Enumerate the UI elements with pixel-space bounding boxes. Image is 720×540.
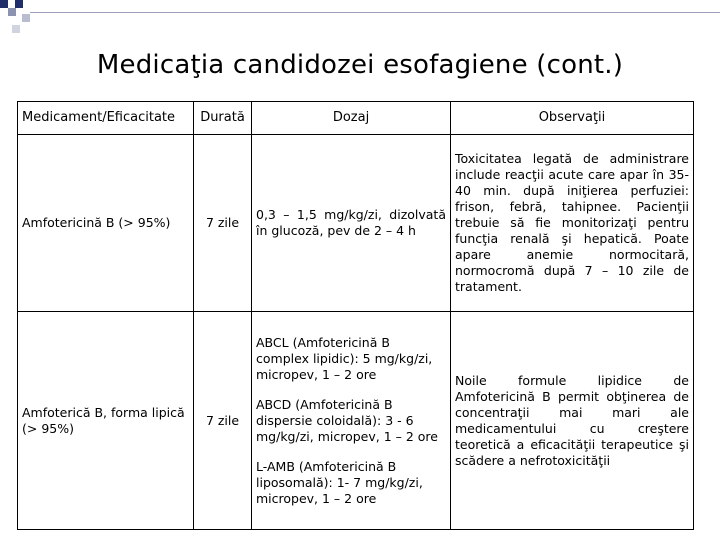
table-header-row [18,102,694,135]
dose-item-abcl: ABCL (Amfotericină B complex lipidic): 5 mg/kg/zi, micropev, 1 – 2 ore [256,334,433,382]
header-dozaj: Dozaj [252,102,451,135]
decor-square [8,8,16,16]
cell-durata: 7 zile [194,312,252,530]
table-row [18,312,694,530]
decor-square [15,0,23,8]
header-medicament: Medicament/Eficacitate [18,102,194,135]
dose-item-lamb: L-AMB (Amfotericină B liposomală): 1- 7 mg/kg/zi, micropev, 1 – 2 ore [256,458,423,506]
decor-square [22,14,30,22]
medication-table [17,101,694,530]
decor-square [12,25,20,33]
cell-medicament: Amfotericină B (> 95%) [18,135,194,312]
slide-title: Medicaţia candidozei esofagiene (cont.) [96,50,624,80]
header-durata: Durată [194,102,252,135]
dose-item-abcd: ABCD (Amfotericină B dispersie coloidală): 3 - 6 mg/kg/zi, micropev, 1 – 2 ore [256,396,438,444]
table-row [18,135,694,312]
cell-dozaj [252,312,451,530]
cell-observatii: Noile formule lipidice de Amfotericină B permit obţinerea de concentraţii mai mari ale medicamentului cu creştere teoretică a eficacităţii terapeutice şi scădere a nefrotoxicităţii [451,312,694,530]
cell-durata: 7 zile [194,135,252,312]
header-observatii: Observaţii [451,102,694,135]
header-rule [30,12,720,13]
cell-observatii: Toxicitatea legată de administrare include reacţii acute care apar în 35-40 min. după iniţierea perfuziei: frison, febră, tahipnee. Pacienţii trebuie să fie monitorizaţi pentru funcţia renală şi hepatică. Poate apare anemie normocitară, normocromă după 7 – 10 zile de tratament. [451,135,694,312]
cell-dozaj: 0,3 – 1,5 mg/kg/zi, dizolvată în glucoză, pev de 2 – 4 h [252,135,451,312]
decor-square [0,0,8,8]
cell-medicament: Amfoterică B, forma lipică (> 95%) [18,312,194,530]
